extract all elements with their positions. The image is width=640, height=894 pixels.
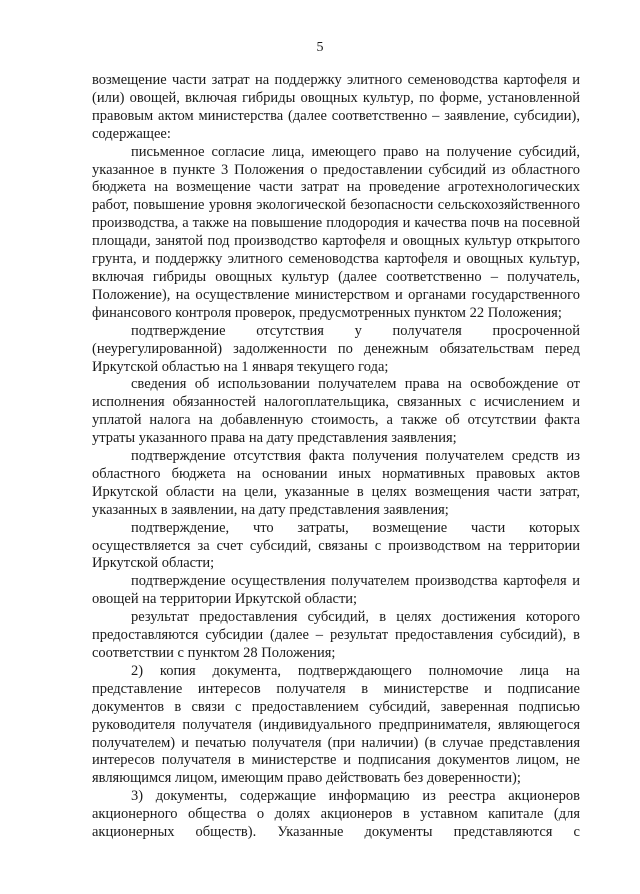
paragraph: подтверждение отсутствия у получателя просроченной (неурегулированной) задолженности по денежным обязательствам перед Иркутской областью на 1 января текущего года; (92, 322, 580, 375)
paragraph: сведения об использовании получателем права на освобождение от исполнения обязанностей налогоплательщика, связанных с исчислением и уплатой налога на добавленную стоимость, а также об отсутствии факта утраты указанного права на дату представления заявления; (92, 376, 580, 447)
paragraph: 2) копия документа, подтверждающего полномочие лица на представление интересов получателя в министерстве и подписание документов в связи с предоставлением субсидий, заверенная подписью руководителя получателя (индивидуального предпринимателя, являющегося получателем) и печатью получателя (при наличии) (в случае представления интересов получателя в министерстве и подписания документов лицом, не являющимся лицом, имеющим право действовать без доверенности); (92, 662, 580, 787)
paragraph: возмещение части затрат на поддержку элитного семеноводства картофеля и (или) овощей, включая гибриды овощных культур, по форме, установленной правовым актом министерства (далее соответственно – заявление, субсидии), содержащее: (92, 72, 580, 142)
paragraph: подтверждение осуществления получателем производства картофеля и овощей на территории Иркутской области; (92, 573, 580, 608)
paragraph: подтверждение отсутствия факта получения получателем средств из областного бюджета на основании иных нормативных правовых актов Иркутской области на цели, указанные в целях возмещения части затрат, указанных в заявлении, на дату представления заявления; (92, 448, 580, 518)
paragraph: письменное согласие лица, имеющего право на получение субсидий, указанное в пункте 3 Положения о предоставлении субсидий из областного бюджета на возмещение части затрат на проведение агротехнологических работ, повышение уровня экологической безопасности сельскохозяйственного производства, а также на повышение плодородия и качества почв на посевной площади, занятой под производство картофеля и овощных культур открытого грунта, и поддержку элитного семеноводства картофеля и овощных культур, включая гибриды овощных культур (далее соответственно – получатель, Положение), на осуществление министерством и органами государственного финансового контроля проверок, предусмотренных пунктом 22 Положения; (92, 143, 580, 321)
page-number: 5 (316, 40, 324, 55)
paragraph: результат предоставления субсидий, в целях достижения которого предоставляются субсидии (далее – результат предоставления субсидий), в соответствии с пунктом 28 Положения; (92, 609, 580, 661)
paragraph: 3) документы, содержащие информацию из реестра акционеров акционерного общества о долях акционеров в уставном капитале (для акционерных обществ). Указанные документы представляются с (92, 788, 580, 841)
document-body (92, 72, 580, 842)
paragraph: подтверждение, что затраты, возмещение части которых осуществляется за счет субсидий, связаны с производством на территории Иркутской области; (92, 519, 580, 572)
